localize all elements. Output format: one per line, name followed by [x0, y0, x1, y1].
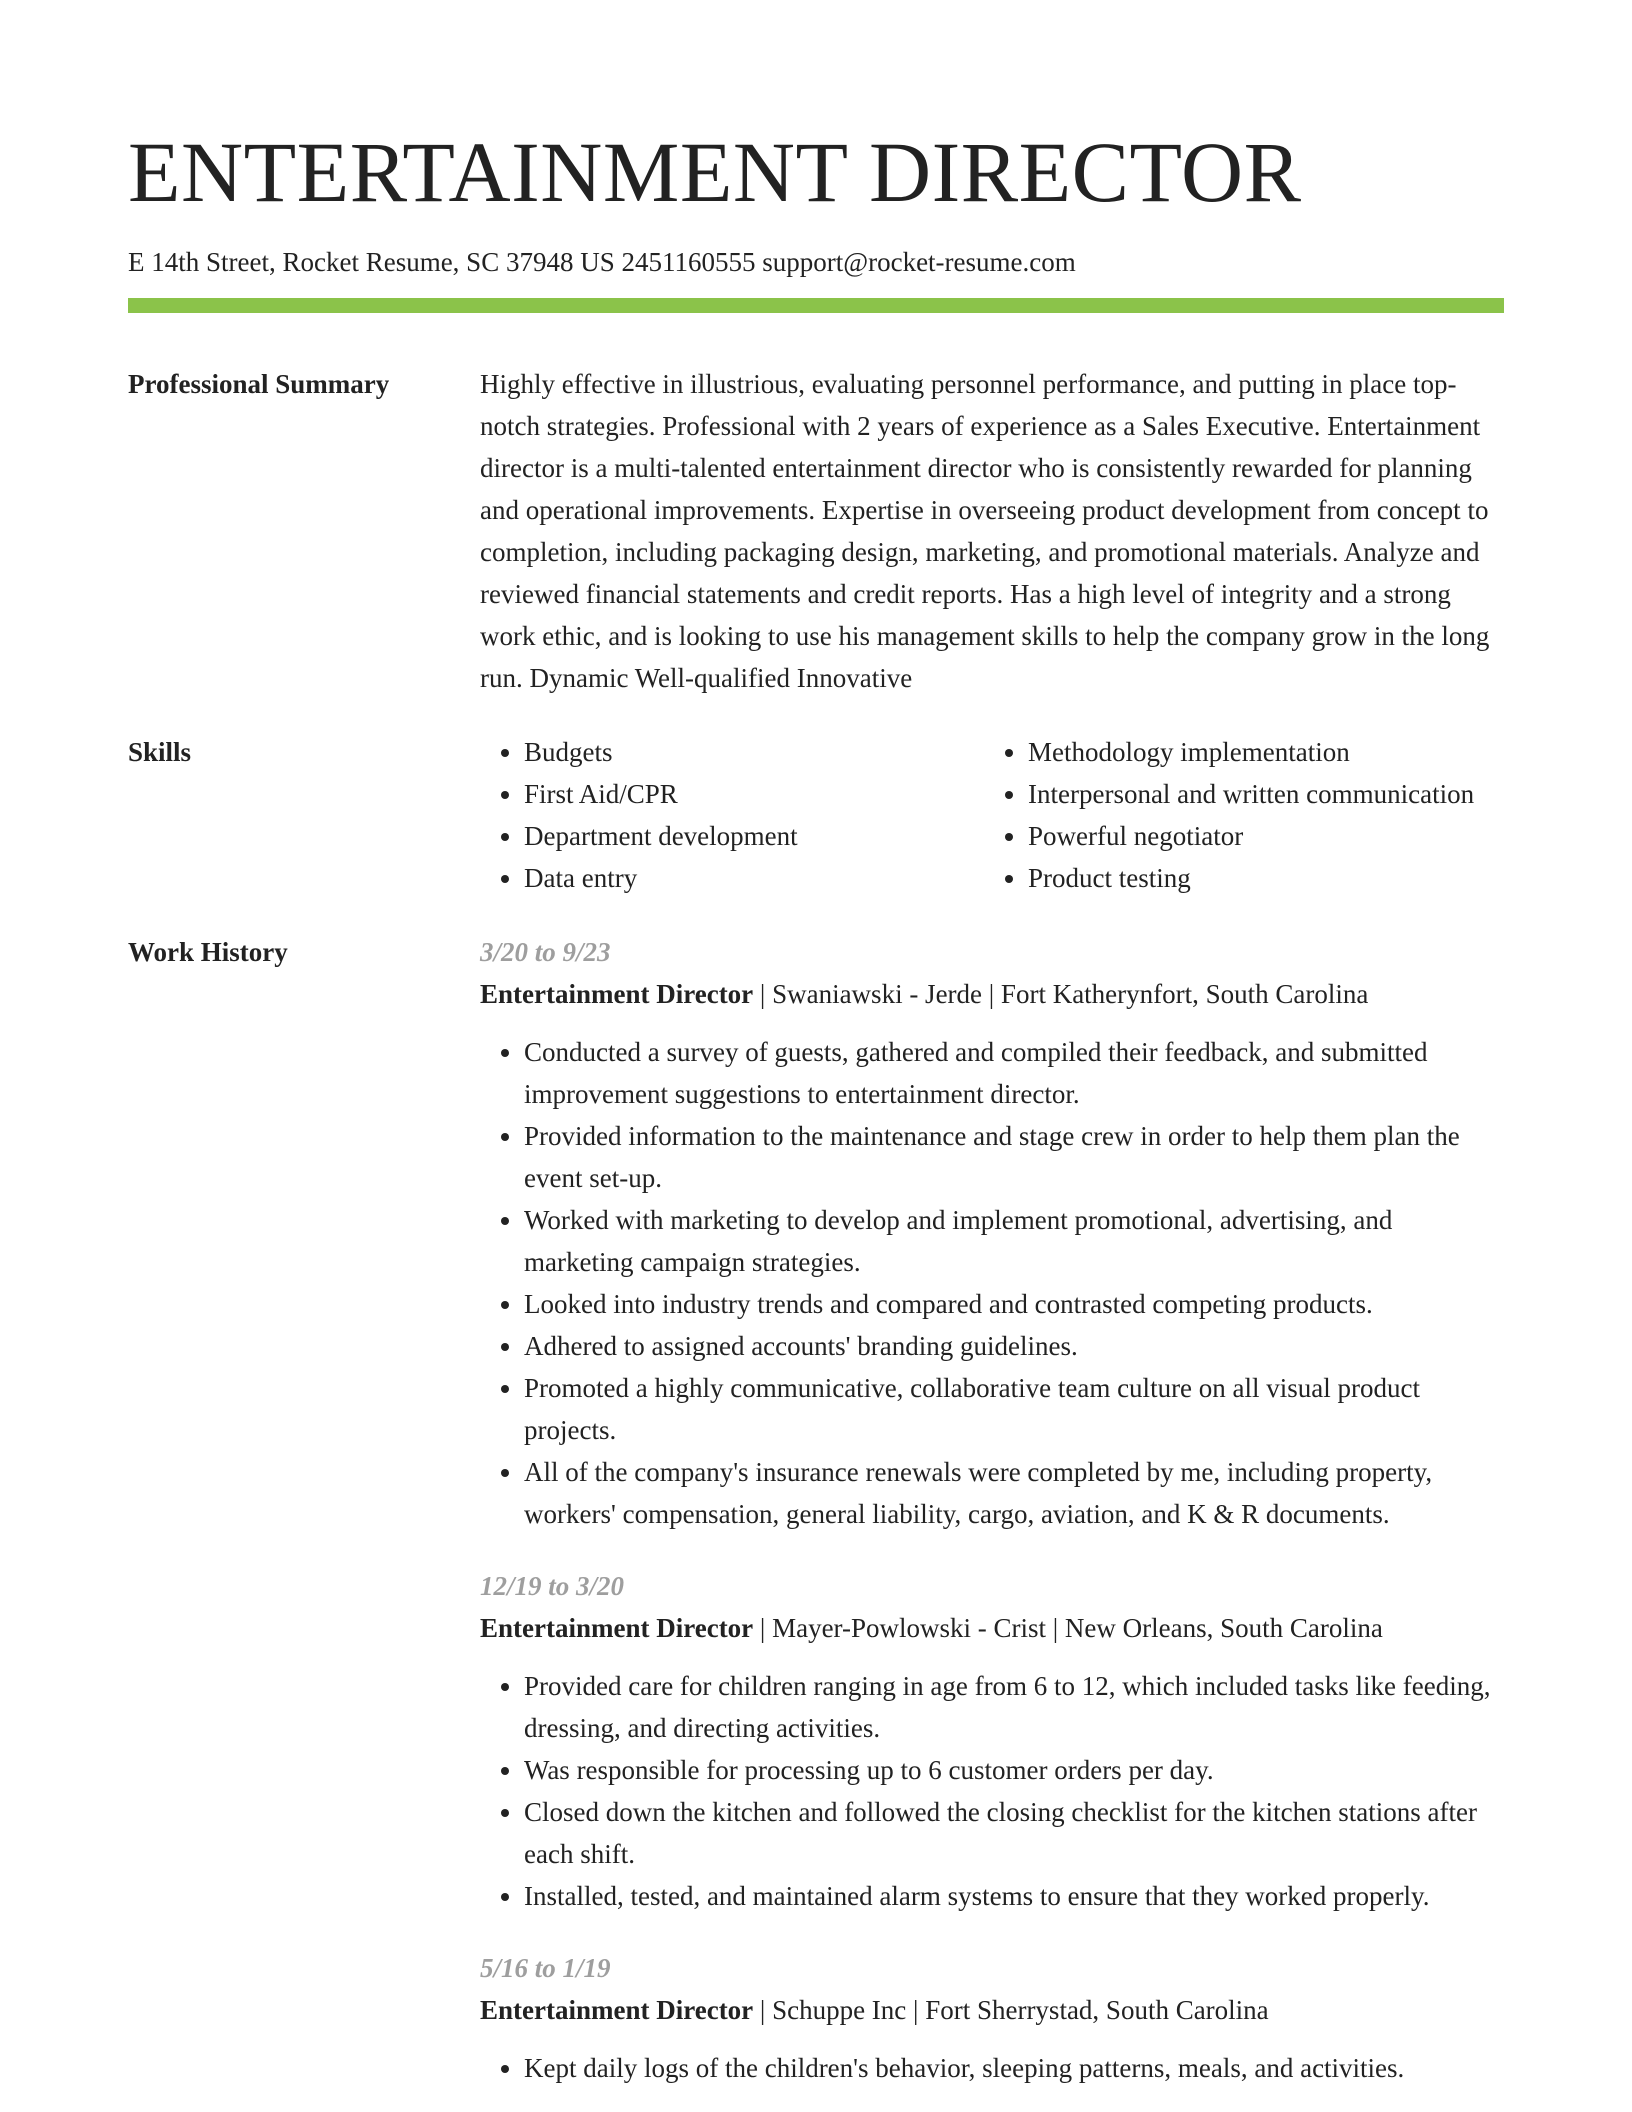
skill-item: • Department development: [524, 815, 984, 857]
resume-page: [128, 0, 1504, 2089]
skill-item: • Methodology implementation: [1028, 731, 1504, 773]
contact-info: E 14th Street, Rocket Resume, SC 37948 US 2451160555 support@rocket-resume.com: [128, 247, 1076, 277]
skills-column-left: [480, 731, 984, 899]
professional-summary-section: [128, 363, 1504, 699]
job-dates: 5/16 to 1/19: [480, 1953, 611, 1983]
job-bullets: [480, 2047, 1504, 2089]
job-heading: [480, 1607, 1504, 1649]
job-bullet: • Kept daily logs of the children's behavior, sleeping patterns, meals, and activities.: [524, 2047, 1504, 2089]
job-dates: 3/20 to 9/23: [480, 937, 611, 967]
job-bullet: • Promoted a highly communicative, collaborative team culture on all visual product projects.: [524, 1367, 1504, 1451]
skill-item: • Interpersonal and written communication: [1028, 773, 1504, 815]
job-bullet: • Provided information to the maintenance and stage crew in order to help them plan the event set-up.: [524, 1115, 1504, 1199]
accent-divider: [128, 298, 1504, 313]
summary-text: Highly effective in illustrious, evaluating personnel performance, and putting in place top-notch strategies. Professional with 2 years of experience as a Sales Executive. Entertainment director is a multi-talented entertainment director who is consistently rewarded for planning and operational improvements. Expertise in overseeing product development from concept to completion, including packaging design, marketing, and promotional materials. Analyze and reviewed financial statements and credit reports. Has a high level of integrity and a strong work ethic, and is looking to use his management skills to help the company grow in the long run. Dynamic Well-qualified Innovative: [480, 369, 1490, 693]
section-heading: Professional Summary: [128, 369, 390, 399]
skills-section: [128, 731, 1504, 899]
skill-item: • Powerful negotiator: [1028, 815, 1504, 857]
skills-grid: [480, 731, 1504, 899]
job-employer-location: | Mayer-Powlowski - Crist | New Orleans, South Carolina: [753, 1613, 1383, 1643]
skills-column-right: [984, 731, 1504, 899]
job-title: Entertainment Director: [480, 979, 754, 1009]
skill-item: • Data entry: [524, 857, 984, 899]
job-dates: 12/19 to 3/20: [480, 1571, 625, 1601]
job-title: Entertainment Director: [480, 1613, 754, 1643]
work-history-body: [480, 931, 1504, 2089]
skills-list: [480, 731, 984, 899]
work-history-section: [128, 931, 1504, 2089]
job-title: Entertainment Director: [480, 1995, 754, 2025]
skills-list: [984, 731, 1504, 899]
job-bullet: • All of the company's insurance renewals were completed by me, including property, workers' compensation, general liability, cargo, aviation, and K & R documents.: [524, 1451, 1504, 1535]
job-entry: [480, 1565, 1504, 1917]
job-heading: [480, 973, 1504, 1015]
job-bullets: [480, 1665, 1504, 1917]
job-bullet: • Worked with marketing to develop and implement promotional, advertising, and marketing campaign strategies.: [524, 1199, 1504, 1283]
job-bullet: • Was responsible for processing up to 6 customer orders per day.: [524, 1749, 1504, 1791]
job-bullets: [480, 1031, 1504, 1535]
job-entry: [480, 931, 1504, 1535]
section-heading: Skills: [128, 737, 192, 767]
skill-item: • Product testing: [1028, 857, 1504, 899]
job-bullet: • Provided care for children ranging in age from 6 to 12, which included tasks like feeding, dressing, and directing activities.: [524, 1665, 1504, 1749]
skill-item: • First Aid/CPR: [524, 773, 984, 815]
job-bullet: • Conducted a survey of guests, gathered and compiled their feedback, and submitted improvement suggestions to entertainment director.: [524, 1031, 1504, 1115]
job-employer-location: | Swaniawski - Jerde | Fort Katherynfort, South Carolina: [753, 979, 1369, 1009]
section-heading: Work History: [128, 937, 288, 967]
job-bullet: • Closed down the kitchen and followed the closing checklist for the kitchen stations after each shift.: [524, 1791, 1504, 1875]
job-bullet: • Looked into industry trends and compared and contrasted competing products.: [524, 1283, 1504, 1325]
skill-item: • Budgets: [524, 731, 984, 773]
job-bullet: • Installed, tested, and maintained alarm systems to ensure that they worked properly.: [524, 1875, 1504, 1917]
job-bullet: • Adhered to assigned accounts' branding guidelines.: [524, 1325, 1504, 1367]
resume-title: ENTERTAINMENT DIRECTOR: [128, 124, 1302, 220]
job-entry: [480, 1947, 1504, 2089]
job-employer-location: | Schuppe Inc | Fort Sherrystad, South Carolina: [753, 1995, 1269, 2025]
job-heading: [480, 1989, 1504, 2031]
